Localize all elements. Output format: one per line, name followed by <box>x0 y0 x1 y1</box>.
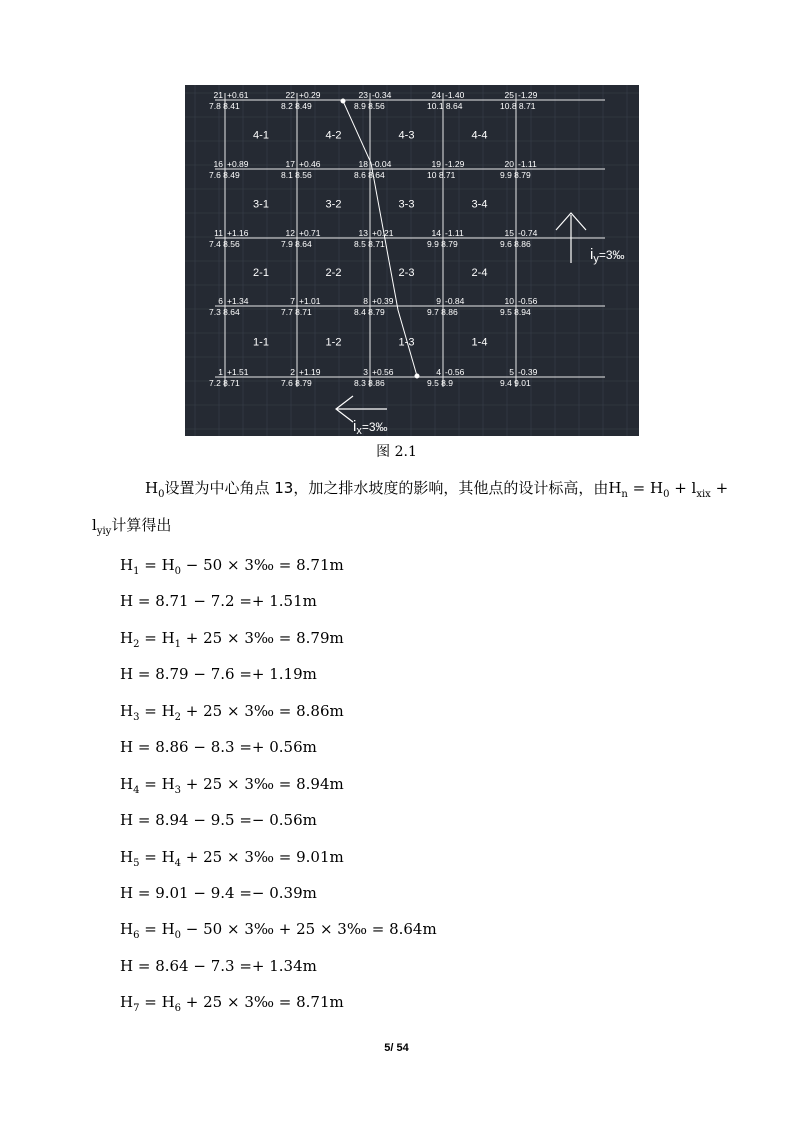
point-elevations: 9.9 8.79 <box>427 239 458 249</box>
equation-line <box>120 811 317 832</box>
equation-rsub: 6 <box>174 1003 182 1014</box>
equation-tail: + 25 × 3‰ = 8.86m <box>181 702 344 720</box>
equation-line <box>120 920 437 941</box>
point-height: +1.19 <box>299 367 321 377</box>
equation-tail: + 25 × 3‰ = 9.01m <box>181 848 344 866</box>
point-elevations: 7.2 8.71 <box>209 378 240 388</box>
equation-tail: + 25 × 3‰ = 8.79m <box>181 629 344 647</box>
point-elevations: 7.3 8.64 <box>209 307 240 317</box>
equation-hsub: 1 <box>133 566 140 577</box>
equation-eq: = 9.01 − 9.4 =− 0.39m <box>133 884 317 902</box>
point-height: -0.56 <box>445 367 465 377</box>
equation-h: H <box>120 556 134 574</box>
equation-eq: = 8.79 − 7.6 =+ 1.19m <box>133 665 317 683</box>
cell-label: 2-4 <box>471 267 488 279</box>
equation-hsub: 2 <box>133 639 140 650</box>
point-elevations: 7.6 8.79 <box>281 378 312 388</box>
equation-tail: − 50 × 3‰ = 8.71m <box>181 556 344 574</box>
intro-line-2: $l_{yiy}$计算得出 <box>92 516 172 537</box>
point-number: 1 <box>218 367 223 377</box>
equation-rsub: 0 <box>174 566 182 577</box>
equation-rsub: 4 <box>174 858 182 869</box>
point-elevations: 7.8 8.41 <box>209 101 240 111</box>
point-elevations: 7.7 8.71 <box>281 307 312 317</box>
equation-rsub: 3 <box>174 785 182 796</box>
point-height: -1.29 <box>518 90 538 100</box>
point-elevations: 7.4 8.56 <box>209 239 240 249</box>
equation-tail: − 50 × 3‰ + 25 × 3‰ = 8.64m <box>181 920 437 938</box>
equation-h: H <box>120 957 134 975</box>
point-height: -1.29 <box>445 159 465 169</box>
equation-line <box>120 556 344 577</box>
point-number: 23 <box>358 90 368 100</box>
equation-h: H <box>120 738 134 756</box>
cell-label: 1-1 <box>253 336 269 349</box>
cell-label: 3-3 <box>398 198 415 211</box>
equation-eq: = 8.71 − 7.2 =+ 1.51m <box>133 592 317 610</box>
equation-eq: = H <box>139 556 175 574</box>
point-elevations: 8.6 8.64 <box>354 170 385 180</box>
equation-h: H <box>120 629 134 647</box>
point-height: +0.89 <box>227 159 249 169</box>
point-number: 14 <box>431 228 441 238</box>
cell-label: 2-1 <box>253 267 269 279</box>
cell-label: 3-4 <box>471 198 488 211</box>
equation-eq: = H <box>139 920 175 938</box>
point-elevations: 8.2 8.49 <box>281 101 312 111</box>
equation-rsub: 0 <box>174 930 182 941</box>
equation-eq: = H <box>139 993 175 1011</box>
point-number: 5 <box>509 367 514 377</box>
equation-hsub: 7 <box>133 1003 140 1014</box>
equation-eq: = H <box>139 775 175 793</box>
point-height: +1.34 <box>227 296 249 306</box>
point-height: -0.04 <box>372 159 392 169</box>
cell-label: 4-4 <box>471 129 488 142</box>
point-height: -0.56 <box>518 296 538 306</box>
point-number: 3 <box>363 367 368 377</box>
point-elevations: 10 8.71 <box>427 170 456 180</box>
point-elevations: 9.6 8.86 <box>500 239 531 249</box>
point-height: +1.01 <box>299 296 321 306</box>
point-elevations: 9.4 9.01 <box>500 378 531 388</box>
cell-label: 1-4 <box>471 336 488 349</box>
equation-h: H <box>120 702 134 720</box>
point-elevations: 8.5 8.71 <box>354 239 385 249</box>
point-height: -1.40 <box>445 90 465 100</box>
point-number: 7 <box>290 296 295 306</box>
point-number: 18 <box>358 159 368 169</box>
equation-h: H <box>120 884 134 902</box>
equation-h: H <box>120 848 134 866</box>
point-number: 25 <box>504 90 514 100</box>
equation-hsub: 5 <box>133 858 140 869</box>
point-elevations: 8.4 8.79 <box>354 307 385 317</box>
point-elevations: 8.1 8.56 <box>281 170 312 180</box>
point-elevations: 8.9 8.56 <box>354 101 385 111</box>
point-height: +0.39 <box>372 296 394 306</box>
equation-eq: = H <box>139 702 175 720</box>
point-elevations: 10.8 8.71 <box>500 101 536 111</box>
equation-line <box>120 957 317 978</box>
point-number: 10 <box>504 296 514 306</box>
equation-h: H <box>120 665 134 683</box>
point-elevations: 9.9 8.79 <box>500 170 531 180</box>
intro-line-1: $H_0$设置为中心角点 13，加之排水坡度的影响，其他点的设计标高，由$H_n = H_0 + l_{xix}$ + <box>145 479 729 500</box>
point-height: -0.84 <box>445 296 465 306</box>
figure-caption: 图 2.1 <box>376 444 417 460</box>
point-number: 24 <box>431 90 441 100</box>
point-number: 15 <box>504 228 514 238</box>
equation-h: H <box>120 775 134 793</box>
equation-rsub: 2 <box>174 712 182 723</box>
point-height: +1.16 <box>227 228 249 238</box>
equation-tail: + 25 × 3‰ = 8.71m <box>181 993 344 1011</box>
point-height: -0.34 <box>372 90 392 100</box>
drainage-point <box>415 374 419 378</box>
slope-y-label: $i_y^{=3‰}$ <box>590 246 625 265</box>
point-height: +0.61 <box>227 90 249 100</box>
point-height: +1.51 <box>227 367 249 377</box>
cell-label: 4-1 <box>253 129 269 142</box>
cell-label: 4-2 <box>325 129 342 142</box>
point-number: 19 <box>431 159 441 169</box>
point-number: 4 <box>436 367 441 377</box>
point-elevations: 9.7 8.86 <box>427 307 458 317</box>
point-number: 11 <box>214 228 223 238</box>
equation-eq: = H <box>139 848 175 866</box>
point-height: -1.11 <box>445 228 464 238</box>
point-height: -1.11 <box>518 159 537 169</box>
point-number: 16 <box>213 159 223 169</box>
equation-h: H <box>120 592 134 610</box>
equation-line <box>120 702 344 723</box>
point-number: 8 <box>363 296 368 306</box>
equation-eq: = 8.86 − 8.3 =+ 0.56m <box>133 738 317 756</box>
point-number: 9 <box>436 296 441 306</box>
cell-label: 3-2 <box>325 198 342 211</box>
cell-label: 2-3 <box>398 267 415 279</box>
point-number: 17 <box>285 159 295 169</box>
cell-label: 1-2 <box>325 336 342 349</box>
equation-h: H <box>120 920 134 938</box>
grid-figure <box>185 85 639 436</box>
point-elevations: 9.5 8.9 <box>427 378 453 388</box>
cell-label: 4-3 <box>398 129 415 142</box>
point-number: 2 <box>290 367 295 377</box>
point-height: -0.74 <box>518 228 538 238</box>
equation-line <box>120 775 344 796</box>
page-number: 5/ 54 <box>384 1042 409 1054</box>
equation-line <box>120 848 344 869</box>
equation-h: H <box>120 993 134 1011</box>
point-number: 12 <box>285 228 295 238</box>
equation-line <box>120 665 317 686</box>
equation-eq: = H <box>139 629 175 647</box>
point-elevations: 7.6 8.49 <box>209 170 240 180</box>
equation-eq: = 8.64 − 7.3 =+ 1.34m <box>133 957 317 975</box>
equation-line <box>120 738 317 759</box>
cell-label: 3-1 <box>253 198 269 211</box>
equation-h: H <box>120 811 134 829</box>
point-height: -0.39 <box>518 367 538 377</box>
point-number: 22 <box>285 90 295 100</box>
cell-label: 2-2 <box>325 267 342 279</box>
point-height: +0.29 <box>299 90 321 100</box>
point-height: +0.46 <box>299 159 321 169</box>
equation-line <box>120 629 344 650</box>
equation-hsub: 6 <box>133 930 140 941</box>
equation-tail: + 25 × 3‰ = 8.94m <box>181 775 344 793</box>
point-number: 20 <box>504 159 514 169</box>
point-number: 13 <box>358 228 368 238</box>
point-number: 6 <box>218 296 223 306</box>
point-height: +0.56 <box>372 367 394 377</box>
point-height: +0.21 <box>372 228 394 238</box>
equation-line <box>120 592 317 613</box>
cell-label: 1-3 <box>398 336 415 349</box>
point-number: 21 <box>213 90 223 100</box>
point-elevations: 10.1 8.64 <box>427 101 463 111</box>
slope-x-label: $i_x^{=3‰}$ <box>353 418 388 436</box>
equation-rsub: 1 <box>174 639 182 650</box>
equation-line <box>120 993 344 1014</box>
point-elevations: 9.5 8.94 <box>500 307 531 317</box>
equation-line <box>120 884 317 905</box>
point-elevations: 8.3 8.86 <box>354 378 385 388</box>
point-height: +0.71 <box>299 228 321 238</box>
equation-hsub: 4 <box>133 785 140 796</box>
drainage-point <box>341 99 345 103</box>
equation-eq: = 8.94 − 9.5 =− 0.56m <box>133 811 317 829</box>
point-elevations: 7.9 8.64 <box>281 239 312 249</box>
equation-hsub: 3 <box>133 712 140 723</box>
